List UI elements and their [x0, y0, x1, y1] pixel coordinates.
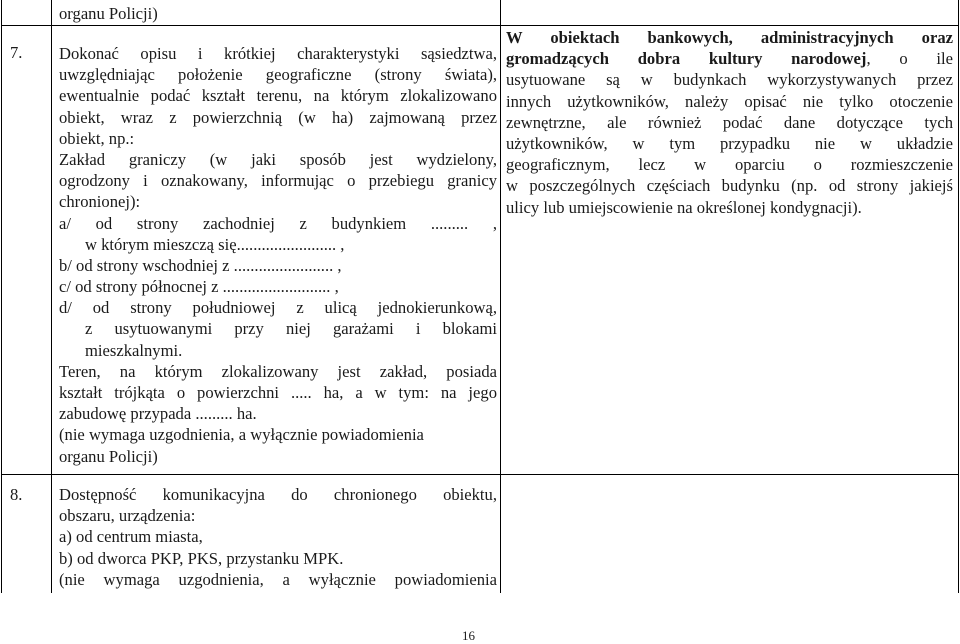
text-span: geograficznym, lecz w oparciu o rozmieszczenie	[506, 155, 953, 175]
text-line: d/ od strony południowej z ulicą jednokierunkową,	[59, 298, 497, 318]
text-line: b) od dworca PKP, PKS, przystanku MPK.	[59, 548, 344, 568]
text-line: a/ od strony zachodniej z budynkiem ......... ,	[59, 213, 497, 233]
page-number: 16	[462, 628, 475, 643]
prev-row-line: organu Policji)	[59, 4, 158, 23]
text-line: (nie wymaga uzgodnienia, a wyłącznie powiadomienia	[59, 569, 497, 589]
column-divider-middle	[500, 0, 501, 593]
row-8-description	[59, 484, 497, 590]
text-line: ewentualnie podać kształt terenu, na którym zlokalizowano	[59, 86, 497, 106]
text-span: zewnętrzne, ale również podać dane dotyczące tych	[506, 112, 953, 132]
text-line: Teren, na którym zlokalizowany jest zakład, posiada	[59, 361, 497, 381]
note-line	[506, 154, 953, 175]
row-8-number: 8.	[10, 485, 23, 504]
text-line: uwzględniając położenie geograficzne (strony świata),	[59, 65, 497, 85]
note-line	[506, 197, 953, 218]
text-span: innych użytkowników, należy opisać nie tylko otoczenie	[506, 91, 953, 111]
text-span: użytkowników, w tym przypadku nie w układzie	[506, 133, 953, 153]
text-line: obszaru, urządzenia:	[59, 506, 196, 526]
note-line	[506, 91, 953, 112]
text-line: chronionej):	[59, 192, 141, 212]
note-line	[506, 175, 953, 196]
row-divider-top	[1, 25, 959, 26]
column-divider-number	[51, 0, 52, 593]
text-line: Dostępność komunikacyjna do chronionego obiektu,	[59, 485, 497, 504]
bold-text: W obiektach bankowych, administracyjnych oraz	[506, 28, 953, 47]
text-span: ulicy lub umiejscowienie na określonej kondygnacji).	[506, 197, 862, 217]
note-line	[506, 133, 953, 154]
text-line: kształt trójkąta o powierzchni ..... ha, a w tym: na jego	[59, 383, 497, 402]
note-line	[506, 27, 953, 48]
row-7-description	[59, 43, 497, 467]
text-line: z usytuowanymi przy niej garażami i blokami	[85, 319, 497, 339]
text-line: (nie wymaga uzgodnienia, a wyłącznie powiadomienia	[59, 425, 424, 445]
text-line: w którym mieszczą się........................ ,	[85, 234, 345, 254]
prev-row-text	[59, 3, 495, 24]
text-line: mieszkalnymi.	[85, 340, 183, 360]
text-line: obiekt, np.:	[59, 128, 135, 148]
text-line: zabudowę przypada ......... ha.	[59, 404, 257, 424]
note-line	[506, 48, 953, 69]
text-line: b/ od strony wschodniej z ........................ ,	[59, 255, 342, 275]
text-line: ogrodzony i oznakowany, informując o przebiegu granicy	[59, 171, 497, 191]
note-line	[506, 112, 953, 133]
text-line: Zakład graniczy (w jaki sposób jest wydzielony,	[59, 149, 497, 169]
text-span: usytuowane są w budynkach wykorzystywanych przez	[506, 70, 953, 90]
text-span: , o ile	[866, 49, 953, 69]
text-line: Dokonać opisu i krótkiej charakterystyki sąsiedztwa,	[59, 44, 497, 63]
row-divider-7-8	[1, 474, 959, 475]
row-7-note	[506, 27, 953, 218]
bold-text: gromadzących dobra kultury narodowej	[506, 49, 867, 69]
row-7-number: 7.	[10, 43, 23, 62]
table-left-border	[1, 0, 2, 593]
text-line: c/ od strony północnej z .......................... ,	[59, 277, 339, 297]
text-line: a) od centrum miasta,	[59, 527, 203, 547]
text-span: w poszczególnych częściach budynku (np. od strony jakiejś	[506, 176, 953, 196]
text-line: obiekt, wraz z powierzchnią (w ha) zajmowaną przez	[59, 107, 497, 127]
text-line: organu Policji)	[59, 446, 158, 466]
note-line	[506, 69, 953, 90]
table-right-border	[958, 0, 959, 593]
